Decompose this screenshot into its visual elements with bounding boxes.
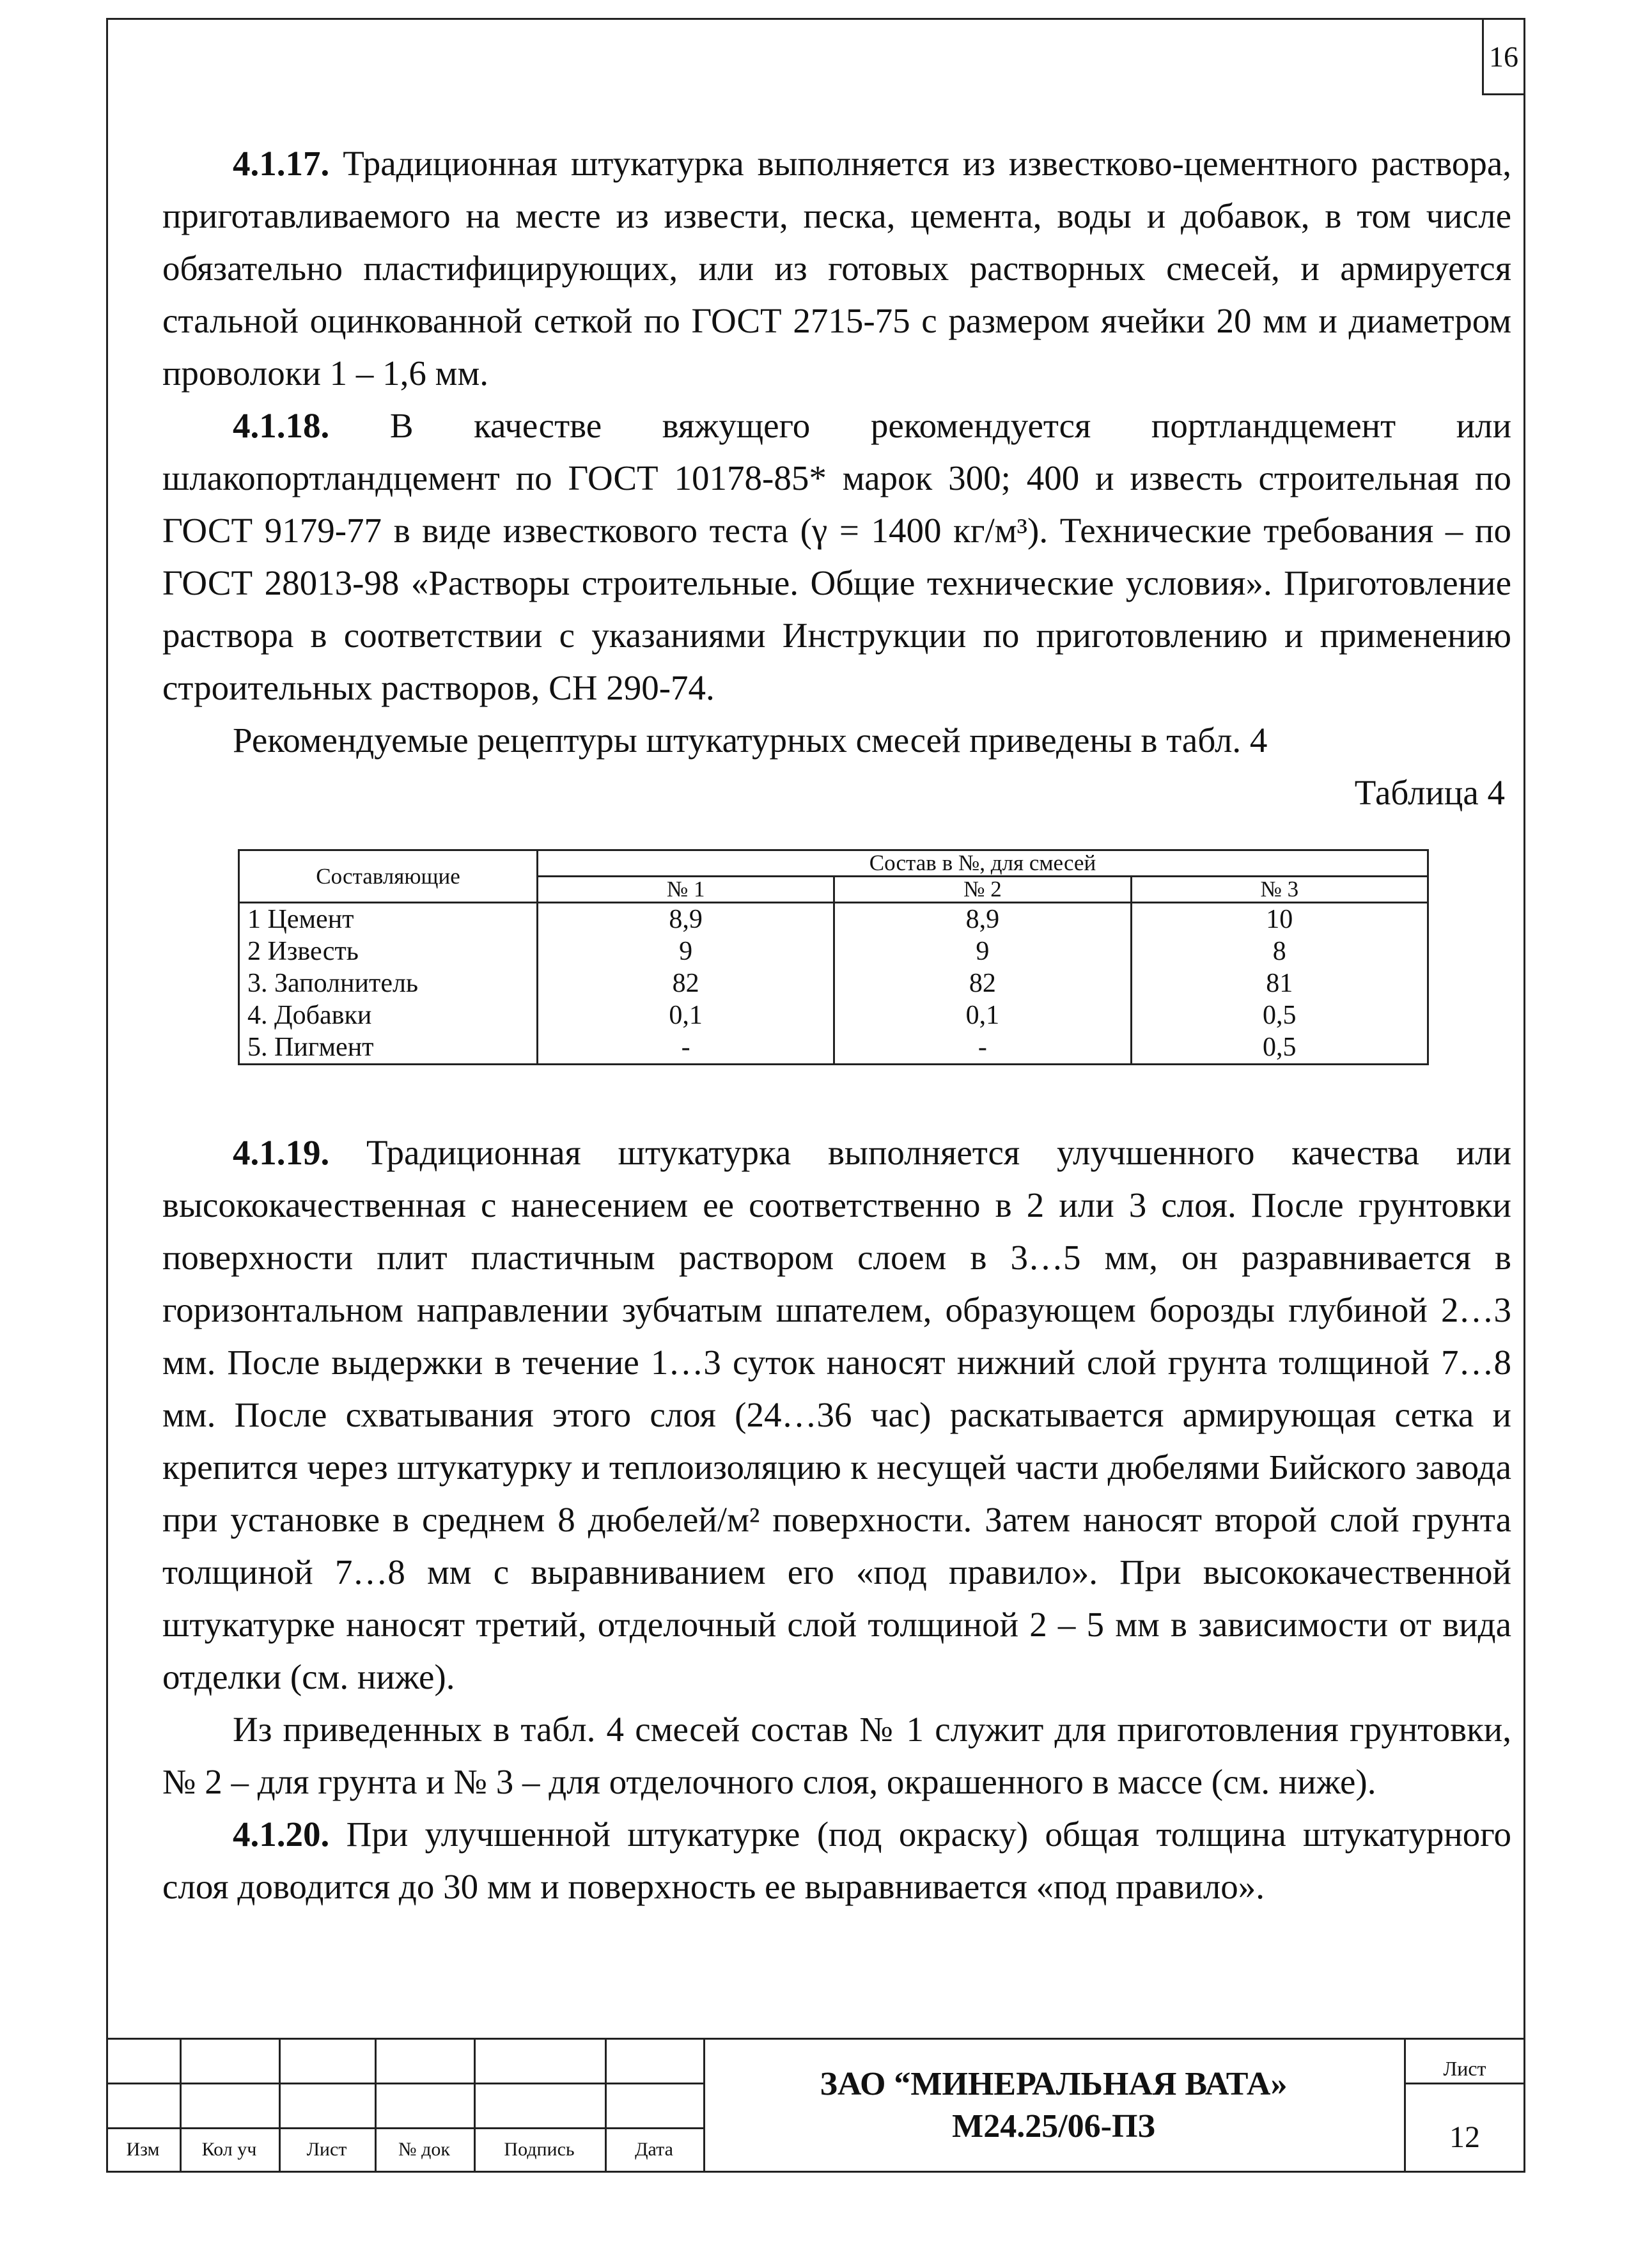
stamp-label-list: Лист <box>306 2139 347 2160</box>
page-number: 16 <box>1482 18 1525 95</box>
cell-value: 82 <box>834 967 1131 999</box>
document-code: М24.25/06-ПЗ <box>952 2108 1155 2145</box>
cell-value: 0,5 <box>1131 999 1428 1031</box>
stamp-label-doc: № док <box>398 2139 450 2160</box>
section-4-1-20 <box>162 1808 1511 1913</box>
table-intro: Рекомендуемые рецептуры штукатурных смесей приведены в табл. 4 <box>233 721 1268 760</box>
cell-value: 0,1 <box>834 999 1131 1031</box>
sheet-label: Лист <box>1443 2057 1486 2080</box>
table-row <box>239 967 1428 999</box>
section-number: 4.1.18. <box>233 406 330 445</box>
cell-value: 0,1 <box>538 999 834 1031</box>
mixes-paragraph: Из приведенных в табл. 4 смесей состав № 1 служит для приготовления грунтовки, № 2 – для грунта и № 3 – для отделочного слоя, окрашенного в массе (см. ниже). <box>162 1710 1511 1801</box>
section-text: При улучшенной штукатурке (под окраску) общая толщина штукатурного слоя доводится до 30 мм и поверхность ее выравнивается «под правило». <box>162 1815 1511 1906</box>
cell-value: 10 <box>1131 903 1428 936</box>
mix-header-2: № 2 <box>834 877 1131 903</box>
stamp-label-kol-uch: Кол уч <box>201 2139 257 2160</box>
section-4-1-18 <box>162 400 1511 714</box>
section-text: Традиционная штукатурка выполняется улучшенного качества или высококачественная с нанесением ее соответственно в 2 или 3 слоя. После грунтовки поверхности плит пластичным раствором слоем в 3…5 мм, он разравнивается в горизонтальном направлении зубчатым шпателем, образующем борозды глубиной 2…3 мм. После выдержки в течение 1…3 суток наносят нижний слой грунта толщиной 7…8 мм. После схватывания этого слоя (24…36 час) раскатывается армирующая сетка и крепится через штукатурку и теплоизоляцию к несущей части дюбелями Бийского завода при установке в среднем 8 дюбелей/м² поверхности. Затем наносят второй слой грунта толщиной 7…8 мм с выравниванием его «под правило». При высококачественной штукатурке наносят третий, отделочный слой толщиной 2 – 5 мм в зависимости от вида отделки (см. ниже). <box>162 1133 1512 1696</box>
cell-value: 9 <box>538 935 834 967</box>
cell-value: 8 <box>1131 935 1428 967</box>
component-name: 1 Цемент <box>239 903 538 936</box>
section-number: 4.1.20. <box>233 1815 330 1854</box>
table-row <box>239 1031 1428 1065</box>
mix-header-1: № 1 <box>538 877 834 903</box>
section-number: 4.1.19. <box>233 1133 330 1172</box>
cell-value: 8,9 <box>538 903 834 936</box>
mix-group-header: Состав в №, для смесей <box>538 850 1428 877</box>
component-name: 2 Известь <box>239 935 538 967</box>
mix-recipes-table <box>238 849 1429 1065</box>
stamp-label-izm: Изм <box>126 2139 160 2160</box>
section-text: В качестве вяжущего рекомендуется портландцемент или шлакопортландцемент по ГОСТ 10178-85* марок 300; 400 и известь строительная по ГОСТ 9179-77 в виде известкового теста (γ = 1400 кг/м³). Технические требования – по ГОСТ 28013-98 «Растворы строительные. Общие технические условия». Приготовление раствора в соответствии с указаниями Инструкции по приготовлению и применению строительных растворов, СН 290-74. <box>162 406 1512 707</box>
table-row <box>239 903 1428 936</box>
cell-value: 81 <box>1131 967 1428 999</box>
table-row <box>239 935 1428 967</box>
stamp-label-signature: Подпись <box>504 2139 575 2160</box>
components-header: Составляющие <box>239 850 538 903</box>
cell-value: 0,5 <box>1131 1031 1428 1065</box>
component-name: 5. Пигмент <box>239 1031 538 1065</box>
sheet-number: 12 <box>1449 2120 1480 2154</box>
section-text: Традиционная штукатурка выполняется из известково-цементного раствора, приготавливаемого на месте из извести, песка, цемента, воды и добавок, в том числе обязательно пластифицирующих, или из готовых растворных смесей, и армируется стальной оцинкованной сеткой по ГОСТ 2715-75 с размером ячейки 20 мм и диаметром проволоки 1 – 1,6 мм. <box>162 144 1512 393</box>
organization-block <box>703 2063 1404 2148</box>
section-4-1-17 <box>162 137 1511 400</box>
cell-value: 9 <box>834 935 1131 967</box>
organization-name: ЗАО “МИНЕРАЛЬНАЯ ВАТА» <box>820 2066 1288 2102</box>
lower-text <box>162 1127 1511 1913</box>
cell-value: - <box>834 1031 1131 1065</box>
title-block <box>106 2038 1525 2173</box>
table-caption: Таблица 4 <box>1354 773 1505 812</box>
component-name: 4. Добавки <box>239 999 538 1031</box>
cell-value: - <box>538 1031 834 1065</box>
cell-value: 82 <box>538 967 834 999</box>
component-name: 3. Заполнитель <box>239 967 538 999</box>
section-number: 4.1.17. <box>233 144 330 183</box>
mix-header-3: № 3 <box>1131 877 1428 903</box>
cell-value: 8,9 <box>834 903 1131 936</box>
stamp-label-date: Дата <box>635 2139 673 2160</box>
upper-text <box>162 137 1511 819</box>
section-4-1-19 <box>162 1127 1511 1703</box>
table-row <box>239 999 1428 1031</box>
